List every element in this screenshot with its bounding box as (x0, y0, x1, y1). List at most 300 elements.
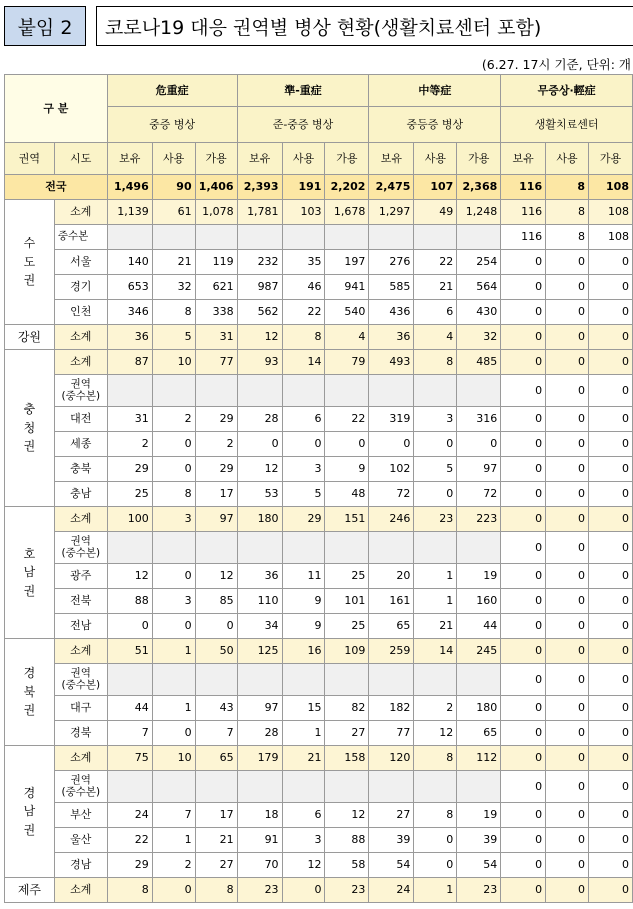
value-cell: 29 (195, 457, 237, 482)
value-cell: 112 (457, 746, 501, 771)
region-row-city (5, 482, 633, 507)
value-cell: 12 (414, 721, 457, 746)
value-cell: 77 (369, 721, 414, 746)
value-cell: 25 (107, 482, 152, 507)
value-cell: 8 (107, 878, 152, 903)
region-name (24, 784, 36, 840)
value-cell: 72 (369, 482, 414, 507)
region-row-city (5, 432, 633, 457)
group-header-0: 危重症 (107, 75, 237, 107)
value-cell: 44 (457, 614, 501, 639)
value-cell: 9 (325, 457, 369, 482)
value-cell: 2 (195, 432, 237, 457)
value-cell: 0 (589, 721, 633, 746)
row-label-line2: (중수본) (61, 785, 101, 798)
attachment-badge (4, 6, 86, 46)
row-label (54, 532, 107, 564)
region-row-subtotal (5, 507, 633, 532)
value-cell: 0 (501, 507, 546, 532)
value-cell: 0 (501, 407, 546, 432)
region-name-char: 권 (23, 583, 36, 598)
region-name-char: 호 (23, 546, 36, 561)
value-cell: 108 (589, 225, 633, 250)
value-cell: 0 (414, 828, 457, 853)
value-cell: 0 (546, 375, 589, 407)
region-row-city (5, 828, 633, 853)
region-row-subtotal (5, 639, 633, 664)
value-cell (369, 771, 414, 803)
value-cell: 1 (152, 696, 195, 721)
value-cell: 110 (237, 589, 282, 614)
value-cell: 77 (195, 350, 237, 375)
subcol-header: 가용 (325, 143, 369, 175)
value-cell: 0 (546, 853, 589, 878)
group-subheader-0: 중증 병상 (107, 107, 237, 143)
value-cell: 0 (501, 482, 546, 507)
region-name-char: 충 (23, 402, 36, 417)
value-cell: 21 (414, 275, 457, 300)
value-cell: 44 (107, 696, 152, 721)
value-cell (414, 375, 457, 407)
region-row-subtotal (5, 878, 633, 903)
row-label: 경기 (54, 275, 107, 300)
region-row-city (5, 853, 633, 878)
value-cell: 8 (414, 803, 457, 828)
header-row-columns (5, 143, 633, 175)
value-cell: 23 (237, 878, 282, 903)
value-cell: 72 (457, 482, 501, 507)
subcol-header: 보유 (107, 143, 152, 175)
value-cell: 11 (282, 564, 325, 589)
value-cell: 564 (457, 275, 501, 300)
region-name-char: 권 (23, 703, 36, 718)
value-cell: 21 (152, 250, 195, 275)
value-cell (195, 225, 237, 250)
value-cell: 0 (546, 746, 589, 771)
region-row-city (5, 275, 633, 300)
value-cell: 1,781 (237, 200, 282, 225)
value-cell: 116 (501, 225, 546, 250)
value-cell: 0 (457, 432, 501, 457)
region-name-char: 도 (23, 254, 36, 269)
region-name-char: 남 (23, 565, 36, 580)
value-cell: 987 (237, 275, 282, 300)
value-cell: 0 (152, 432, 195, 457)
value-cell: 27 (195, 853, 237, 878)
value-cell: 0 (546, 589, 589, 614)
region-name-char: 경 (23, 785, 36, 800)
value-cell: 0 (546, 696, 589, 721)
value-cell (414, 664, 457, 696)
value-cell: 0 (152, 878, 195, 903)
value-cell: 0 (501, 721, 546, 746)
region-name-cell (5, 746, 55, 878)
row-label: 전북 (54, 589, 107, 614)
value-cell: 39 (457, 828, 501, 853)
region-name-char: 권 (23, 273, 36, 288)
value-cell (414, 532, 457, 564)
row-label: 충북 (54, 457, 107, 482)
region-row-city (5, 564, 633, 589)
region-name-char: 권 (23, 439, 36, 454)
value-cell: 108 (589, 200, 633, 225)
value-cell: 0 (501, 300, 546, 325)
region-row-city (5, 457, 633, 482)
value-cell: 151 (325, 507, 369, 532)
value-cell: 22 (282, 300, 325, 325)
value-cell (369, 532, 414, 564)
value-cell (237, 532, 282, 564)
value-cell (152, 532, 195, 564)
national-value: 2,393 (237, 175, 282, 200)
value-cell: 0 (589, 878, 633, 903)
value-cell: 0 (589, 589, 633, 614)
value-cell: 0 (501, 250, 546, 275)
value-cell: 0 (501, 589, 546, 614)
value-cell: 79 (325, 350, 369, 375)
value-cell: 259 (369, 639, 414, 664)
value-cell: 941 (325, 275, 369, 300)
value-cell: 6 (282, 407, 325, 432)
value-cell: 0 (589, 350, 633, 375)
subcol-header: 가용 (589, 143, 633, 175)
value-cell (237, 771, 282, 803)
value-cell: 31 (107, 407, 152, 432)
value-cell: 0 (501, 432, 546, 457)
row-label: 전남 (54, 614, 107, 639)
subcol-header: 보유 (369, 143, 414, 175)
value-cell: 0 (546, 507, 589, 532)
value-cell: 1,297 (369, 200, 414, 225)
value-cell: 0 (152, 721, 195, 746)
value-cell: 23 (325, 878, 369, 903)
value-cell: 12 (195, 564, 237, 589)
value-cell (457, 664, 501, 696)
value-cell (152, 664, 195, 696)
value-cell: 31 (195, 325, 237, 350)
region-name-char: 청 (23, 420, 36, 435)
value-cell: 15 (282, 696, 325, 721)
value-cell: 23 (457, 878, 501, 903)
value-cell: 0 (501, 853, 546, 878)
value-cell: 223 (457, 507, 501, 532)
value-cell: 9 (282, 589, 325, 614)
value-cell: 0 (152, 457, 195, 482)
value-cell: 125 (237, 639, 282, 664)
value-cell: 35 (282, 250, 325, 275)
subcol-header: 보유 (501, 143, 546, 175)
value-cell: 0 (501, 375, 546, 407)
value-cell (152, 771, 195, 803)
region-row-city (5, 300, 633, 325)
value-cell: 53 (237, 482, 282, 507)
value-cell: 0 (589, 853, 633, 878)
row-label (54, 375, 107, 407)
value-cell (195, 664, 237, 696)
value-cell: 346 (107, 300, 152, 325)
value-cell: 10 (152, 350, 195, 375)
value-cell: 0 (589, 564, 633, 589)
national-value: 90 (152, 175, 195, 200)
reference-note: (6.27. 17시 기준, 단위: 개 (481, 57, 631, 72)
value-cell (325, 532, 369, 564)
value-cell: 27 (325, 721, 369, 746)
value-cell (369, 375, 414, 407)
row-label: 소계 (54, 746, 107, 771)
value-cell: 21 (282, 746, 325, 771)
row-label: 소계 (54, 350, 107, 375)
row-label: 소계 (54, 639, 107, 664)
value-cell (195, 375, 237, 407)
value-cell: 0 (546, 482, 589, 507)
value-cell: 36 (369, 325, 414, 350)
row-label: 세종 (54, 432, 107, 457)
row-label: 인천 (54, 300, 107, 325)
value-cell: 179 (237, 746, 282, 771)
value-cell: 3 (152, 507, 195, 532)
value-cell: 254 (457, 250, 501, 275)
national-label: 전국 (5, 175, 108, 200)
region-name-char: 남 (23, 804, 36, 819)
region-name-cell (5, 350, 55, 507)
value-cell: 88 (107, 589, 152, 614)
value-cell: 14 (282, 350, 325, 375)
value-cell: 0 (546, 350, 589, 375)
national-value: 8 (546, 175, 589, 200)
row-label: 충남 (54, 482, 107, 507)
value-cell (237, 375, 282, 407)
value-cell: 316 (457, 407, 501, 432)
value-cell: 75 (107, 746, 152, 771)
value-cell: 51 (107, 639, 152, 664)
subcol-header: 사용 (282, 143, 325, 175)
value-cell (325, 375, 369, 407)
row-label: 서울 (54, 250, 107, 275)
value-cell: 12 (237, 325, 282, 350)
value-cell: 0 (546, 407, 589, 432)
value-cell: 8 (282, 325, 325, 350)
value-cell: 5 (282, 482, 325, 507)
region-row-hq (5, 664, 633, 696)
value-cell: 0 (589, 325, 633, 350)
value-cell: 0 (546, 828, 589, 853)
value-cell: 0 (546, 639, 589, 664)
value-cell: 65 (195, 746, 237, 771)
value-cell: 97 (195, 507, 237, 532)
value-cell: 29 (282, 507, 325, 532)
value-cell: 36 (237, 564, 282, 589)
value-cell: 6 (414, 300, 457, 325)
value-cell: 70 (237, 853, 282, 878)
national-value: 2,202 (325, 175, 369, 200)
row-label (54, 771, 107, 803)
region-row-subtotal (5, 746, 633, 771)
value-cell (152, 375, 195, 407)
value-cell: 21 (414, 614, 457, 639)
value-cell: 276 (369, 250, 414, 275)
group-subheader-1: 준-중증 병상 (237, 107, 369, 143)
value-cell: 16 (282, 639, 325, 664)
national-value: 1,406 (195, 175, 237, 200)
value-cell: 0 (546, 878, 589, 903)
value-cell: 0 (237, 432, 282, 457)
value-cell: 0 (546, 664, 589, 696)
subcol-header: 가용 (457, 143, 501, 175)
value-cell: 0 (501, 828, 546, 853)
value-cell: 0 (195, 614, 237, 639)
national-value: 1,496 (107, 175, 152, 200)
value-cell: 5 (414, 457, 457, 482)
group-header-3: 무증상·輕症 (501, 75, 633, 107)
value-cell: 1 (414, 878, 457, 903)
value-cell: 120 (369, 746, 414, 771)
group-header-2: 中等症 (369, 75, 501, 107)
row-label: 경남 (54, 853, 107, 878)
value-cell: 116 (501, 200, 546, 225)
value-cell: 319 (369, 407, 414, 432)
value-cell (457, 225, 501, 250)
value-cell (282, 771, 325, 803)
value-cell: 12 (325, 803, 369, 828)
value-cell (369, 225, 414, 250)
value-cell: 0 (589, 432, 633, 457)
value-cell: 540 (325, 300, 369, 325)
row-label-line1: 권역 (70, 667, 91, 680)
value-cell: 34 (237, 614, 282, 639)
value-cell: 0 (501, 664, 546, 696)
value-cell: 25 (325, 564, 369, 589)
region-name-cell (5, 325, 55, 350)
value-cell: 54 (369, 853, 414, 878)
subcol-header: 사용 (414, 143, 457, 175)
value-cell: 0 (282, 432, 325, 457)
row-label: 부산 (54, 803, 107, 828)
value-cell: 85 (195, 589, 237, 614)
region-name-char: 권 (23, 822, 36, 837)
value-cell (195, 532, 237, 564)
value-cell: 97 (457, 457, 501, 482)
document-title-text: 코로나19 대응 권역별 병상 현황(생활치료센터 포함) (105, 16, 542, 39)
value-cell (107, 532, 152, 564)
value-cell: 24 (107, 803, 152, 828)
value-cell: 0 (501, 275, 546, 300)
value-cell (107, 225, 152, 250)
value-cell (107, 375, 152, 407)
subcol-header: 보유 (237, 143, 282, 175)
group-subheader-3: 생활치료센터 (501, 107, 633, 143)
value-cell: 1 (152, 639, 195, 664)
region-row-hq (5, 375, 633, 407)
value-cell: 0 (589, 532, 633, 564)
value-cell: 48 (325, 482, 369, 507)
value-cell: 32 (152, 275, 195, 300)
value-cell (457, 532, 501, 564)
value-cell: 7 (195, 721, 237, 746)
value-cell: 0 (546, 457, 589, 482)
value-cell: 436 (369, 300, 414, 325)
value-cell: 0 (107, 614, 152, 639)
value-cell: 2 (152, 853, 195, 878)
row-label-line1: 권역 (70, 535, 91, 548)
region-row-city (5, 407, 633, 432)
value-cell: 36 (107, 325, 152, 350)
value-cell: 22 (325, 407, 369, 432)
value-cell: 29 (195, 407, 237, 432)
value-cell: 8 (414, 350, 457, 375)
value-cell: 7 (152, 803, 195, 828)
row-label: 광주 (54, 564, 107, 589)
value-cell: 3 (414, 407, 457, 432)
value-cell: 1,678 (325, 200, 369, 225)
value-cell: 100 (107, 507, 152, 532)
region-name (24, 234, 36, 290)
value-cell: 338 (195, 300, 237, 325)
national-value: 2,368 (457, 175, 501, 200)
value-cell: 43 (195, 696, 237, 721)
value-cell: 485 (457, 350, 501, 375)
value-cell: 0 (501, 771, 546, 803)
value-cell: 12 (107, 564, 152, 589)
region-row-city (5, 803, 633, 828)
value-cell: 58 (325, 853, 369, 878)
row-label-line2: (중수본) (61, 678, 101, 691)
group-header-1: 準-重症 (237, 75, 369, 107)
region-name (18, 328, 41, 347)
region-name-cell (5, 200, 55, 325)
national-value: 2,475 (369, 175, 414, 200)
value-cell: 65 (369, 614, 414, 639)
value-cell: 0 (414, 853, 457, 878)
row-label: 경북 (54, 721, 107, 746)
value-cell: 585 (369, 275, 414, 300)
value-cell: 1 (414, 564, 457, 589)
value-cell: 12 (282, 853, 325, 878)
value-cell: 22 (414, 250, 457, 275)
value-cell: 24 (369, 878, 414, 903)
value-cell: 0 (152, 564, 195, 589)
region-row-city (5, 721, 633, 746)
value-cell: 1,078 (195, 200, 237, 225)
value-cell (457, 771, 501, 803)
value-cell (152, 225, 195, 250)
value-cell: 17 (195, 803, 237, 828)
value-cell: 61 (152, 200, 195, 225)
value-cell (282, 532, 325, 564)
value-cell: 50 (195, 639, 237, 664)
value-cell: 3 (152, 589, 195, 614)
row-label: 소계 (54, 507, 107, 532)
value-cell: 21 (195, 828, 237, 853)
value-cell: 0 (501, 564, 546, 589)
value-cell: 0 (589, 828, 633, 853)
value-cell: 0 (589, 407, 633, 432)
value-cell (107, 771, 152, 803)
region-row-city (5, 250, 633, 275)
value-cell: 653 (107, 275, 152, 300)
value-cell: 0 (501, 639, 546, 664)
value-cell: 12 (237, 457, 282, 482)
group-subheader-2: 중등증 병상 (369, 107, 501, 143)
value-cell: 245 (457, 639, 501, 664)
value-cell: 8 (152, 482, 195, 507)
value-cell: 0 (501, 746, 546, 771)
value-cell: 28 (237, 407, 282, 432)
value-cell: 5 (152, 325, 195, 350)
value-cell: 0 (501, 614, 546, 639)
value-cell: 93 (237, 350, 282, 375)
value-cell: 2 (107, 432, 152, 457)
value-cell (107, 664, 152, 696)
